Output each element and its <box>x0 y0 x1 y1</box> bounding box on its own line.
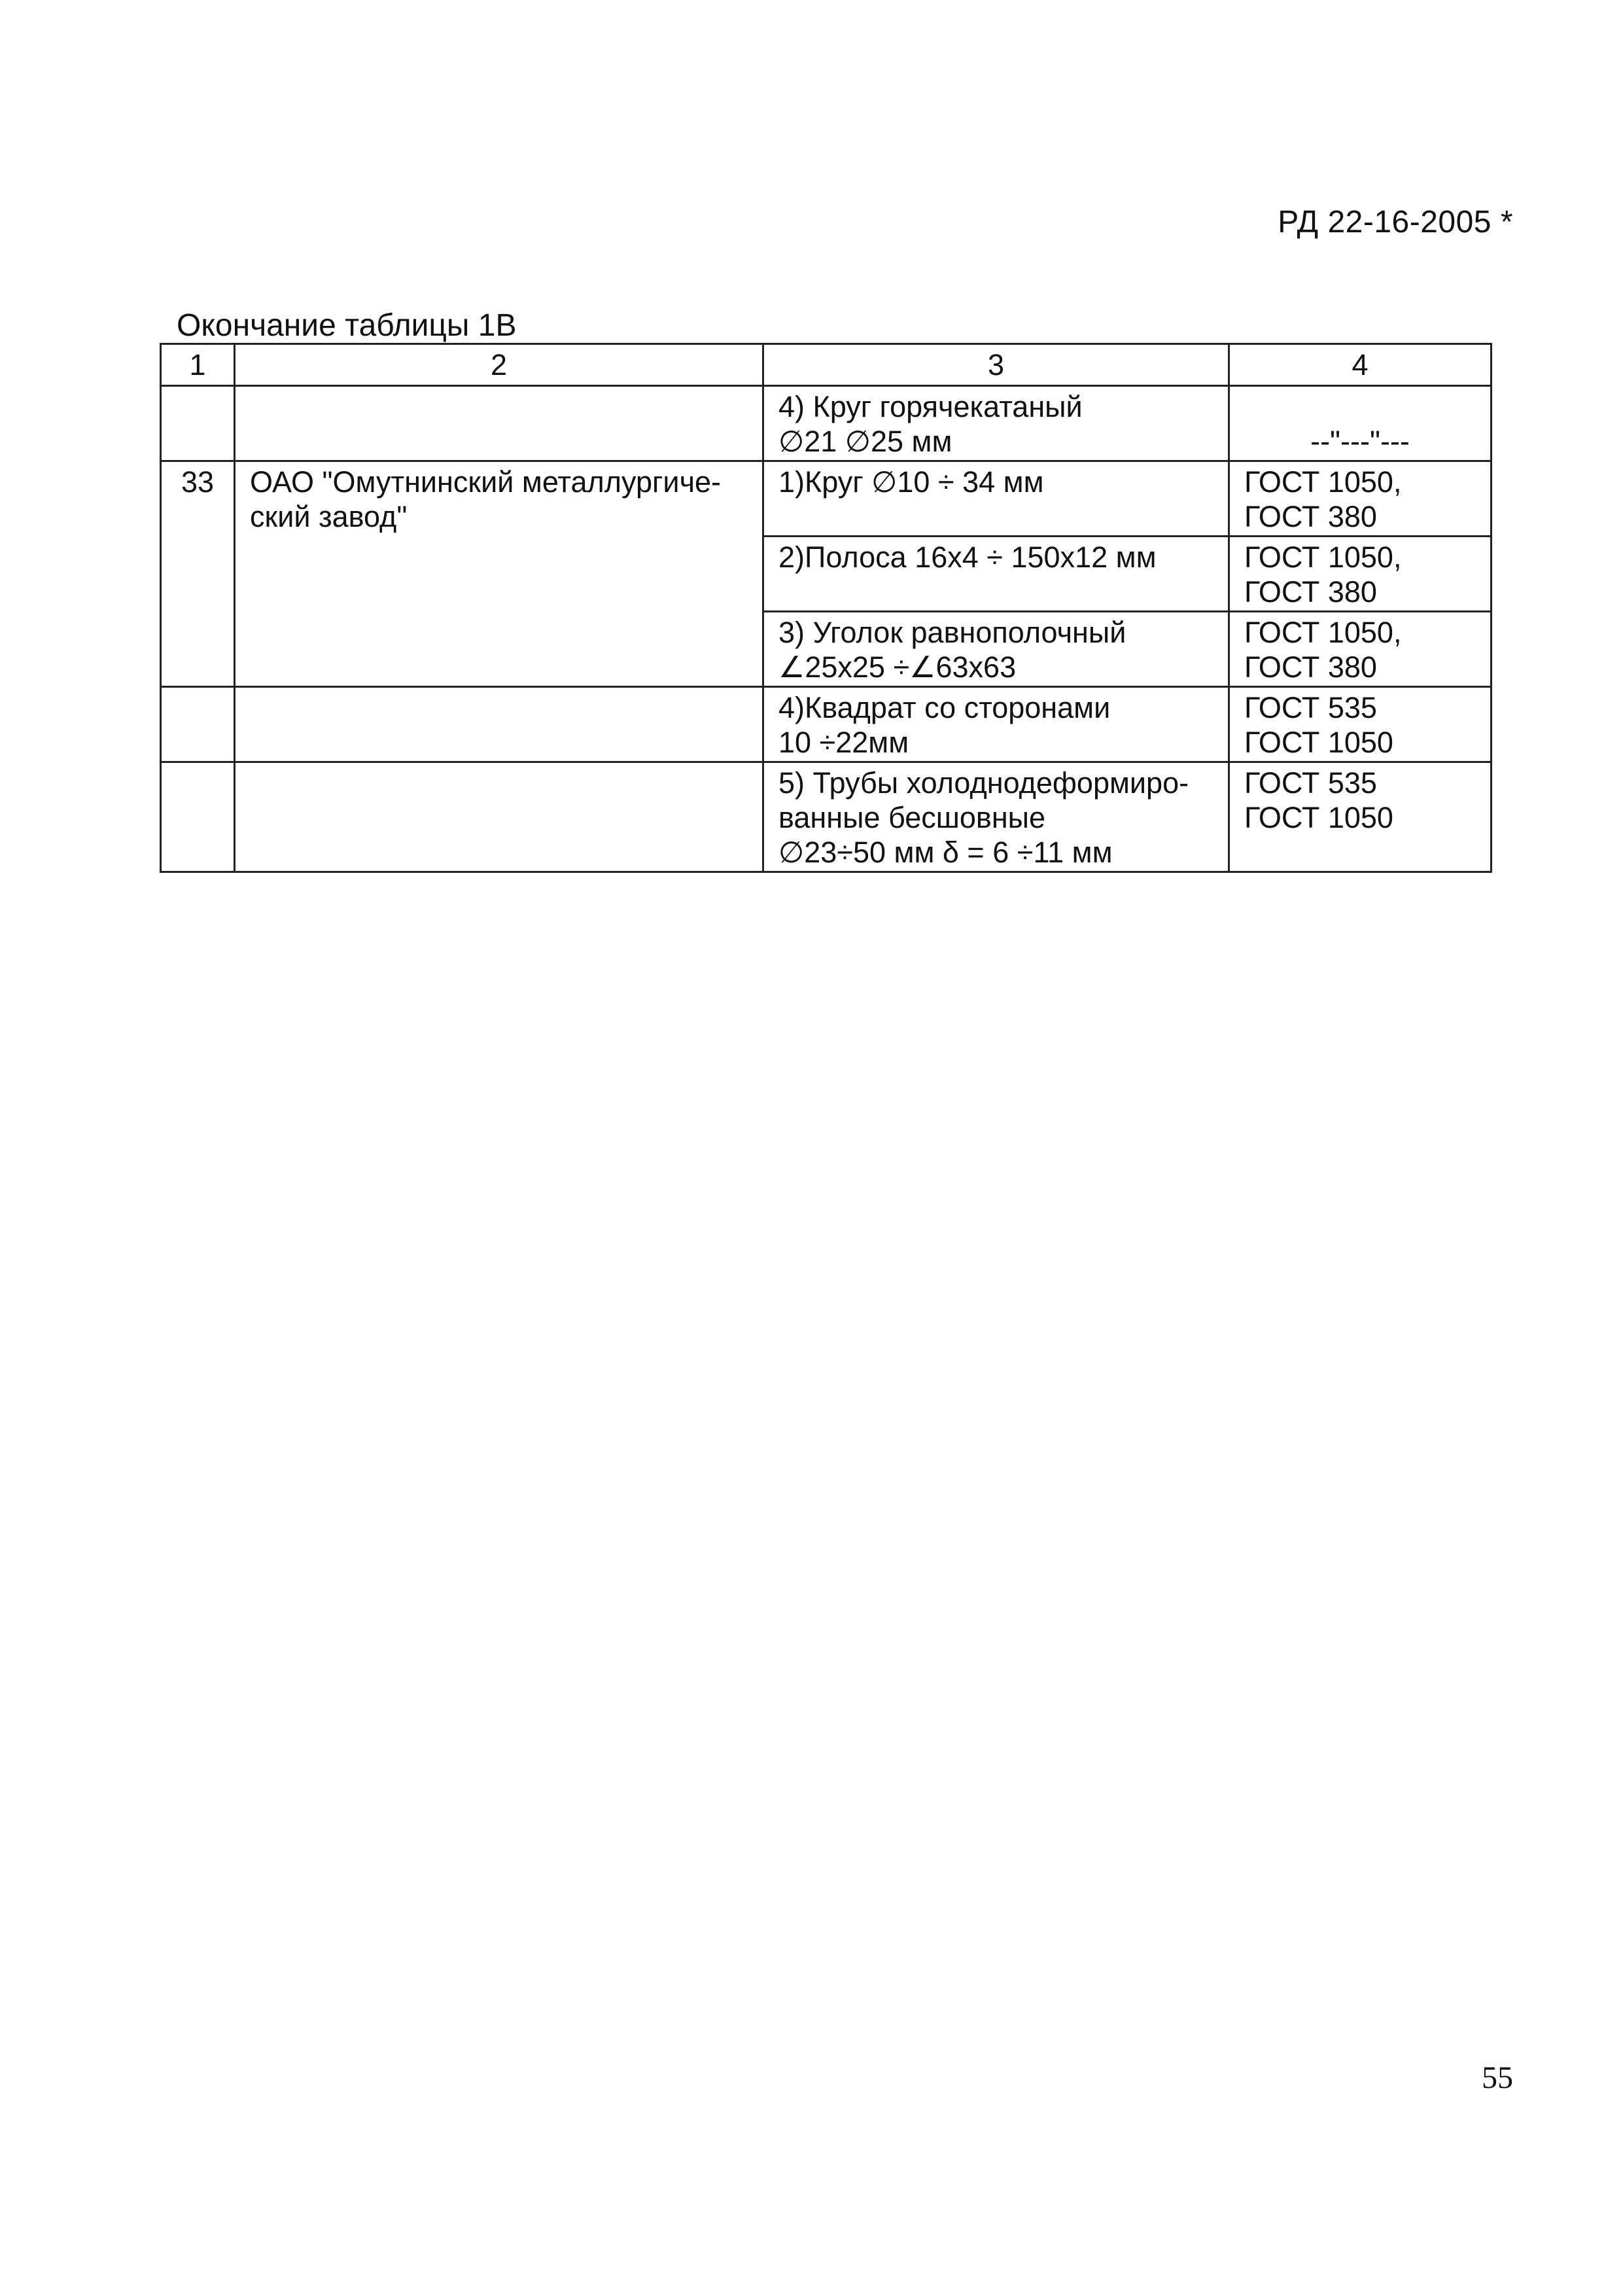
standard-cell: ГОСТ 1050, ГОСТ 380 <box>1229 612 1492 687</box>
column-header: 3 <box>763 344 1229 386</box>
standard-cell: ГОСТ 535 ГОСТ 1050 <box>1229 762 1492 872</box>
table-row <box>161 386 1492 461</box>
organization-cell <box>235 762 763 872</box>
row-number-cell <box>161 386 235 461</box>
product-cell: 2)Полоса 16х4 ÷ 150х12 мм <box>763 537 1229 612</box>
organization-cell <box>235 386 763 461</box>
table-caption: Окончание таблицы 1В <box>177 308 517 343</box>
table-row <box>161 762 1492 872</box>
table-row <box>161 687 1492 762</box>
column-header: 1 <box>161 344 235 386</box>
product-cell: 5) Трубы холоднодеформиро- ванные бесшовные ∅23÷50 мм δ = 6 ÷11 мм <box>763 762 1229 872</box>
standard-cell: ГОСТ 1050, ГОСТ 380 <box>1229 537 1492 612</box>
row-number-cell: 33 <box>161 461 235 687</box>
organization-cell: ОАО "Омутнинский металлургиче- ский завод" <box>235 461 763 687</box>
table-header-row <box>161 344 1492 386</box>
product-cell: 4) Круг горячекатаный ∅21 ∅25 мм <box>763 386 1229 461</box>
standard-cell: ГОСТ 535 ГОСТ 1050 <box>1229 687 1492 762</box>
standard-cell: ГОСТ 1050, ГОСТ 380 <box>1229 461 1492 537</box>
row-number-cell <box>161 762 235 872</box>
product-cell: 1)Круг ∅10 ÷ 34 мм <box>763 461 1229 537</box>
table-row <box>161 461 1492 537</box>
document-code: РД 22-16-2005 * <box>1278 205 1513 239</box>
row-number-cell <box>161 687 235 762</box>
product-cell: 3) Уголок равнополочный ∠25х25 ÷∠63х63 <box>763 612 1229 687</box>
materials-table <box>160 343 1492 873</box>
organization-cell <box>235 687 763 762</box>
column-header: 4 <box>1229 344 1492 386</box>
product-cell: 4)Квадрат со сторонами 10 ÷22мм <box>763 687 1229 762</box>
page-number: 55 <box>1482 2060 1513 2095</box>
standard-cell: --"---"--- <box>1229 386 1492 461</box>
column-header: 2 <box>235 344 763 386</box>
